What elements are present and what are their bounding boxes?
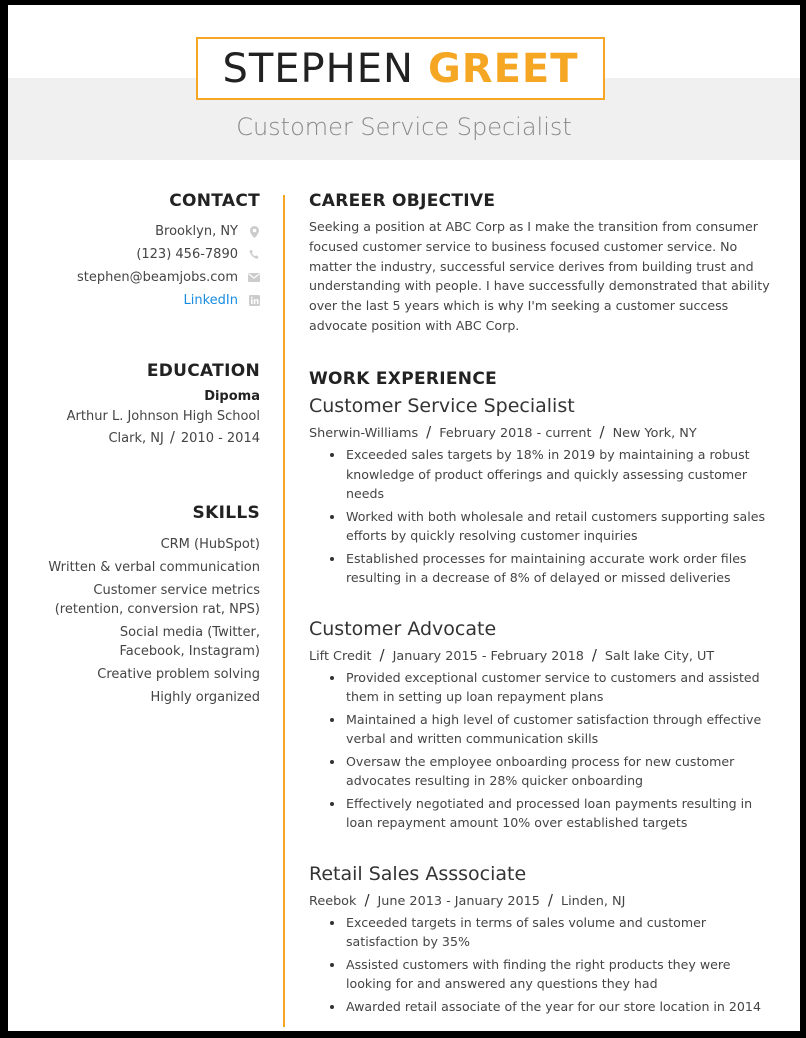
bullet-item: Exceeded sales targets by 18% in 2019 by maintaining a robust knowledge of product offerings and quickly assessing customer needs xyxy=(346,445,779,504)
job-meta xyxy=(309,891,779,909)
job-location: New York, NY xyxy=(612,426,697,441)
bullet-item: Maintained a high level of customer satisfaction through effective verbal and written communication skills xyxy=(346,710,779,749)
education-section xyxy=(28,361,260,449)
job-bullets xyxy=(309,668,779,833)
phone-icon xyxy=(248,249,260,260)
job-location: Linden, NJ xyxy=(560,893,626,909)
education-school: Arthur L. Johnson High School xyxy=(66,409,260,424)
job-location: Salt lake City, UT xyxy=(604,648,715,664)
separator: / xyxy=(364,890,370,909)
objective-text: Seeking a position at ABC Corp as I make the transition from consumer focused customer service to business focused customer service. No matter the industry, successful service derives from building trust and understanding with people. I have successfully demonstrated that ability over the last 5 years which is why I'm seeking a customer success advocate position with ABC Corp. xyxy=(309,219,770,333)
job-bullets xyxy=(309,445,779,588)
job-title: Retail Sales Asssociate xyxy=(309,862,527,885)
contact-phone-text: (123) 456-7890 xyxy=(136,247,238,262)
contact-email xyxy=(28,266,260,289)
education-location: Clark, NJ xyxy=(108,431,164,446)
name-box xyxy=(196,37,605,100)
location-pin-icon xyxy=(248,226,260,238)
contact-email-text[interactable]: stephen@beamjobs.com xyxy=(77,270,238,285)
separator: / xyxy=(547,890,553,909)
job-company: Sherwin-Williams xyxy=(309,426,419,441)
skill-item: Written & verbal communication xyxy=(48,560,260,575)
job-entry xyxy=(309,395,779,588)
job-company: Reebok xyxy=(309,893,357,909)
separator: / xyxy=(379,645,385,664)
linkedin-link[interactable]: LinkedIn xyxy=(183,293,238,308)
bullet-item: Established processes for maintaining accurate work order files resulting in a decrease of 8% of delayed or missed deliveries xyxy=(346,549,779,588)
skill-item: CRM (HubSpot) xyxy=(160,537,260,552)
contact-heading: CONTACT xyxy=(169,191,260,211)
skill-item: Creative problem solving xyxy=(97,667,260,682)
job-title: Customer Advocate xyxy=(309,617,497,640)
bullet-item: Worked with both wholesale and retail customers supporting sales efforts by quickly resolving customer inquiries xyxy=(346,507,779,546)
job-title: Customer Service Specialist xyxy=(309,395,575,417)
skills-heading: SKILLS xyxy=(192,503,260,523)
contact-phone xyxy=(28,243,260,266)
contact-location xyxy=(28,220,260,243)
bullet-item: Effectively negotiated and processed loan payments resulting in loan repayment amount 10% over established targets xyxy=(346,794,779,833)
education-heading: EDUCATION xyxy=(146,361,260,381)
first-name: STEPHEN xyxy=(222,45,414,92)
job-dates: January 2015 - February 2018 xyxy=(392,648,584,664)
linkedin-icon xyxy=(248,295,260,306)
resume-page xyxy=(8,5,800,1031)
contact-location-text: Brooklyn, NY xyxy=(155,224,238,239)
job-entry xyxy=(309,618,779,833)
job-title: Customer Service Specialist xyxy=(236,113,572,141)
envelope-icon xyxy=(248,273,260,282)
contact-section xyxy=(28,191,260,312)
education-degree: Dipoma xyxy=(204,389,260,404)
skill-item: Highly organized xyxy=(150,690,260,705)
separator: / xyxy=(591,645,597,664)
bullet-item: Oversaw the employee onboarding process for new customer advocates resulting in 28% quicker onboarding xyxy=(346,752,779,791)
job-meta xyxy=(309,646,779,664)
job-dates: February 2018 - current xyxy=(439,426,592,441)
skills-section xyxy=(28,503,260,711)
job-entry xyxy=(309,863,779,1017)
skill-item: Customer service metrics (retention, conversion rat, NPS) xyxy=(54,583,260,617)
education-years: 2010 - 2014 xyxy=(180,431,260,446)
job-bullets xyxy=(309,913,779,1017)
bullet-item: Provided exceptional customer service to customers and assisted them in setting up loan repayment plans xyxy=(346,668,779,707)
bullet-item: Awarded retail associate of the year for our store location in 2014 xyxy=(346,997,779,1017)
job-company: Lift Credit xyxy=(309,648,372,664)
separator: / xyxy=(599,423,605,441)
bullet-item: Exceeded targets in terms of sales volume and customer satisfaction by 35% xyxy=(346,913,779,952)
experience-heading: WORK EXPERIENCE xyxy=(309,369,498,389)
job-meta xyxy=(309,423,779,441)
job-dates: June 2013 - January 2015 xyxy=(377,893,540,909)
objective-section xyxy=(309,191,779,336)
last-name: GREET xyxy=(427,45,579,92)
skill-item: Social media (Twitter, Facebook, Instagram) xyxy=(119,625,260,659)
separator: / xyxy=(426,423,432,441)
contact-linkedin xyxy=(28,289,260,312)
separator: / xyxy=(169,428,175,446)
education-meta xyxy=(28,427,260,449)
column-divider xyxy=(283,195,285,1027)
bullet-item: Assisted customers with finding the right products they were looking for and answered any questions they had xyxy=(346,955,779,994)
objective-heading: CAREER OBJECTIVE xyxy=(309,191,496,211)
experience-section xyxy=(309,369,779,1019)
